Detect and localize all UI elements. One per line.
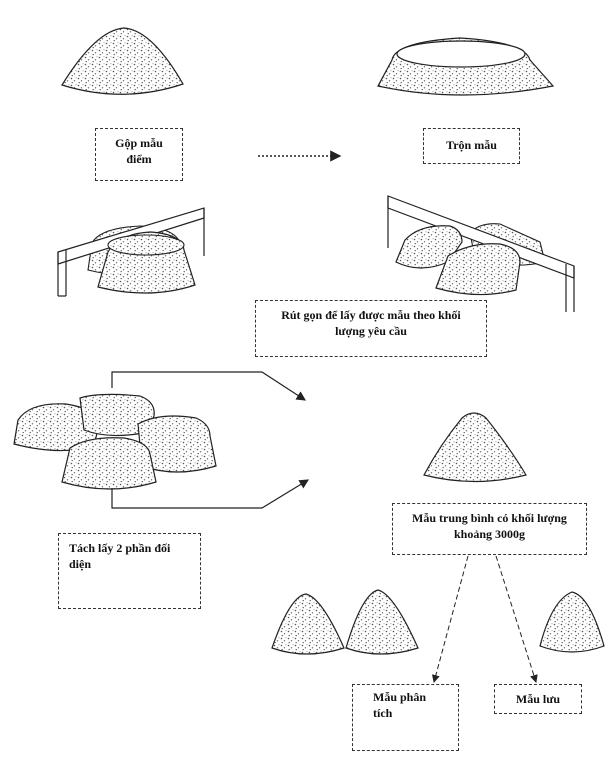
label-phan-tich-line1: Mẫu phân [373, 690, 427, 704]
arrow-to-analysis [434, 556, 468, 682]
small-pile-2 [346, 590, 418, 654]
divided-pile-left [58, 208, 204, 296]
label-mau-tb-line1: Mẫu trung bình có khối lượng [412, 511, 567, 525]
label-tach-line2: diện [69, 557, 92, 571]
average-sample-pile [424, 413, 526, 482]
label-rut-gon-line1: Rút gọn để lấy được mẫu theo khối [281, 308, 461, 322]
label-rut-gon-line2: lượng yêu cầu [335, 324, 407, 338]
label-mau-tb-line2: khoảng 3000g [453, 527, 526, 541]
label-tach-line1: Tách lấy 2 phần đối [69, 541, 171, 555]
label-mau-trung-binh [392, 503, 587, 555]
mixed-pile [378, 38, 553, 95]
label-tron-mau [423, 128, 520, 164]
quartered-portions [14, 394, 216, 489]
label-phan-tich-line2: tích [373, 706, 393, 720]
label-tron-mau-text: Trộn mẫu [446, 138, 497, 152]
small-pile-3 [540, 592, 604, 652]
label-tach [58, 533, 201, 609]
sample-pile-1 [62, 28, 183, 94]
label-gop-mau-line2: điểm [126, 152, 152, 166]
label-gop-mau-line1: Gộp mẫu [115, 136, 163, 150]
label-mau-phan-tich [352, 684, 459, 751]
divided-pile-right [388, 196, 574, 312]
arrow-to-storage [496, 556, 536, 682]
label-mau-luu [494, 684, 582, 714]
label-mau-luu-text: Mẫu lưu [515, 692, 561, 706]
label-gop-mau [95, 128, 183, 181]
small-pile-1 [272, 594, 344, 654]
label-rut-gon [255, 300, 487, 357]
